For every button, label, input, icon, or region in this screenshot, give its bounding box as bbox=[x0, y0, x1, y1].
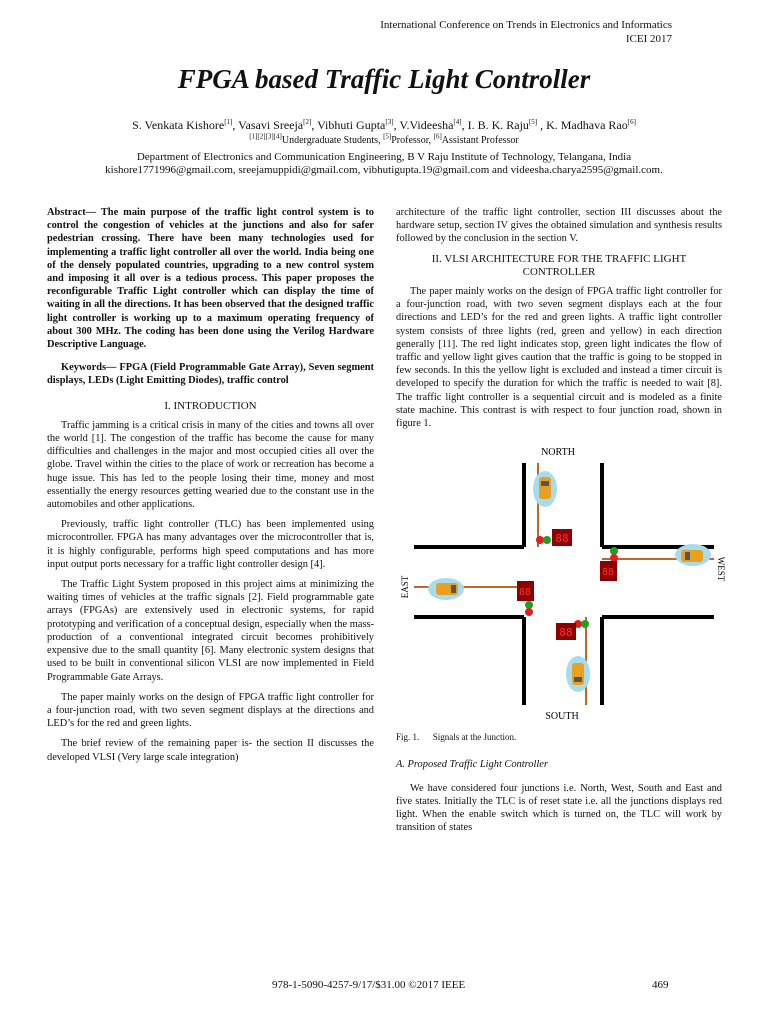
conference-name: International Conference on Trends in Electronics and Informatics bbox=[380, 19, 672, 31]
car-icon bbox=[533, 471, 557, 507]
car-icon bbox=[428, 578, 464, 600]
red-light-icon bbox=[525, 608, 533, 616]
paragraph: architecture of the traffic light controller, section III discusses about the hardware setup, section IV gives the obtained simulation and synthesis results followed by the conclusion in the section V. bbox=[396, 207, 722, 245]
conference-header bbox=[380, 18, 672, 46]
paragraph: The paper mainly works on the design of FPGA traffic light controller for a four-junction road, with two seven segment displays each at the four directions and LED’s for the red and green lights. A traffic light controller system consists of three lights (red, green and yellow) in each direction generally [11]. The red light indicates stop, green light indicates the flow of traffic and yellow light gives caution that the traffic is going to be stopped in few seconds. In this the yellow light is excluded and instead a timer circuit is developed to specify the duration for which the traffic is needed to wait [8]. The traffic light controller is a sequential circuit and is modeled as a finite state machine. This contrast is with respect to four junction road, shown in figure 1. bbox=[396, 286, 722, 430]
department: Department of Electronics and Communication Engineering, B V Raju Institute of Technology, Telangana, India bbox=[136, 151, 632, 163]
paragraph: Traffic jamming is a critical crisis in many of the cities and towns all over the world [1]. The congestion of the traffic has become the cause for many difficulties and challenges in the major and most occupied cities all over the globe. Travel within the cities to the place of work or recreation has become a huge issue. This has led to the people losing their time, money and most essentially the energy resources getting wearied due to the constant use in the automobiles and other applications. bbox=[47, 419, 374, 511]
label-north: NORTH bbox=[541, 447, 575, 459]
section-heading-architecture: II. VLSI ARCHITECTURE FOR THE TRAFFIC LIGHT CONTROLLER bbox=[431, 252, 687, 278]
car-icon bbox=[566, 656, 590, 692]
svg-text:88: 88 bbox=[518, 587, 532, 599]
author-name: Vasavi Sreeja bbox=[238, 118, 304, 132]
right-column bbox=[396, 206, 726, 841]
display-west bbox=[600, 561, 617, 581]
paragraph: We have considered four junctions i.e. North, West, South and East and five states. Initially the TLC is of reset state i.e. all the junctions displays red light. When the enable switch which is turned on, the TLC will work by transition of states bbox=[396, 782, 722, 834]
green-light-icon bbox=[610, 547, 618, 555]
isbn: 978-1-5090-4257-9/17/$31.00 ©2017 IEEE bbox=[272, 979, 466, 991]
green-light-icon bbox=[581, 620, 589, 628]
svg-text:88: 88 bbox=[555, 532, 569, 546]
label-west: WEST bbox=[716, 557, 726, 582]
junction-diagram bbox=[396, 437, 726, 727]
red-light-icon bbox=[536, 536, 544, 544]
left-column bbox=[47, 206, 374, 771]
car-icon bbox=[675, 544, 711, 566]
paper-title: FPGA based Traffic Light Controller bbox=[177, 64, 591, 94]
junction-figure bbox=[396, 437, 726, 727]
author-name: I. B. K. Raju bbox=[467, 118, 529, 132]
author-roles: [1][2][3][4]Undergraduate Students, [5]Professor, [6]Assistant Professor bbox=[249, 132, 519, 146]
paragraph: The brief review of the remaining paper is- the section II discusses the developed VLSI (Very large scale integration) bbox=[47, 738, 374, 763]
author-name: V.Videesha bbox=[399, 118, 454, 132]
page-number: 469 bbox=[652, 979, 669, 991]
section-heading-introduction: I. INTRODUCTION bbox=[164, 399, 257, 412]
author-name: K. Madhava Rao bbox=[546, 118, 628, 132]
paragraph: The paper mainly works on the design of FPGA traffic light controller for a four-junction road, with two seven segment displays at the directions and LED’s for the red and green lights. bbox=[47, 691, 374, 730]
svg-text:88: 88 bbox=[559, 626, 573, 640]
author-name: Vibhuti Gupta bbox=[317, 118, 386, 132]
green-light-icon bbox=[525, 601, 533, 609]
svg-text:88: 88 bbox=[601, 567, 615, 579]
paragraph: The Traffic Light System proposed in this project aims at minimizing the waiting times of vehicles at the traffic signals [2]. Field programmable gate arrays (FPGAs) are extensively used in electronic systems, for rapid prototyping and verification of a conceptual design, especially when the mass-production of a conventional integrated circuit becomes prohibitively expensive due to the small quantity [6]. Many electronic system designs that used to be built in conventional silicon VLSI are now implemented in Field Programmable Gate Arrays. bbox=[47, 579, 374, 683]
label-south: SOUTH bbox=[545, 711, 579, 723]
author-name: S. Venkata Kishore bbox=[132, 118, 225, 132]
label-east: EAST bbox=[400, 576, 410, 599]
subsection-heading: A. Proposed Traffic Light Controller bbox=[396, 759, 548, 771]
author-list bbox=[0, 118, 768, 148]
conference-event: ICEI 2017 bbox=[625, 33, 672, 45]
display-north bbox=[552, 529, 572, 546]
affiliation bbox=[0, 151, 768, 177]
emails: kishore1771996@gmail.com, sreejamuppidi@gmail.com, vibhutigupta.19@gmail.com and videesha.charya2595@gmail.com. bbox=[105, 164, 663, 176]
abstract: Abstract— The main purpose of the traffic light control system is to control the congestion of vehicles at the junctions and also for safer pedestrian crossing. There have been many technologies used for implementing a traffic light controller all over the world. India being one of the densely populated countries, upgrading to a new control system and imposing it all over is a tedious process. This paper proposes the reconfigurable Traffic Light controller which can display the time of waiting in all the directions. It has been observed that the designed traffic light controller is working up to a maximum operating frequency of about 300 MHz. The coding has been done using the Verilog Hardware Descriptive Language. bbox=[47, 207, 374, 351]
display-south bbox=[556, 623, 576, 640]
keywords: Keywords— FPGA (Field Programmable Gate Array), Seven segment displays, LEDs (Light Emitting Diodes), traffic control bbox=[47, 362, 374, 387]
green-light-icon bbox=[543, 536, 551, 544]
author-names: S. Venkata Kishore[1], Vasavi Sreeja[2], Vibhuti Gupta[3], V.Videesha[4], I. B. K. Raju[5] , K. Madhava Rao[6] bbox=[132, 118, 636, 132]
display-east bbox=[517, 581, 534, 601]
figure-caption: Fig. 1. Signals at the Junction. bbox=[396, 732, 517, 743]
paragraph: Previously, traffic light controller (TLC) has been implemented using microcontroller. FPGA has many advantages over the microcontroller that is, it is highly configurable, performs high speed computations and has more input output ports necessary for a traffic light controller design [4]. bbox=[47, 519, 374, 570]
red-light-icon bbox=[610, 554, 618, 562]
